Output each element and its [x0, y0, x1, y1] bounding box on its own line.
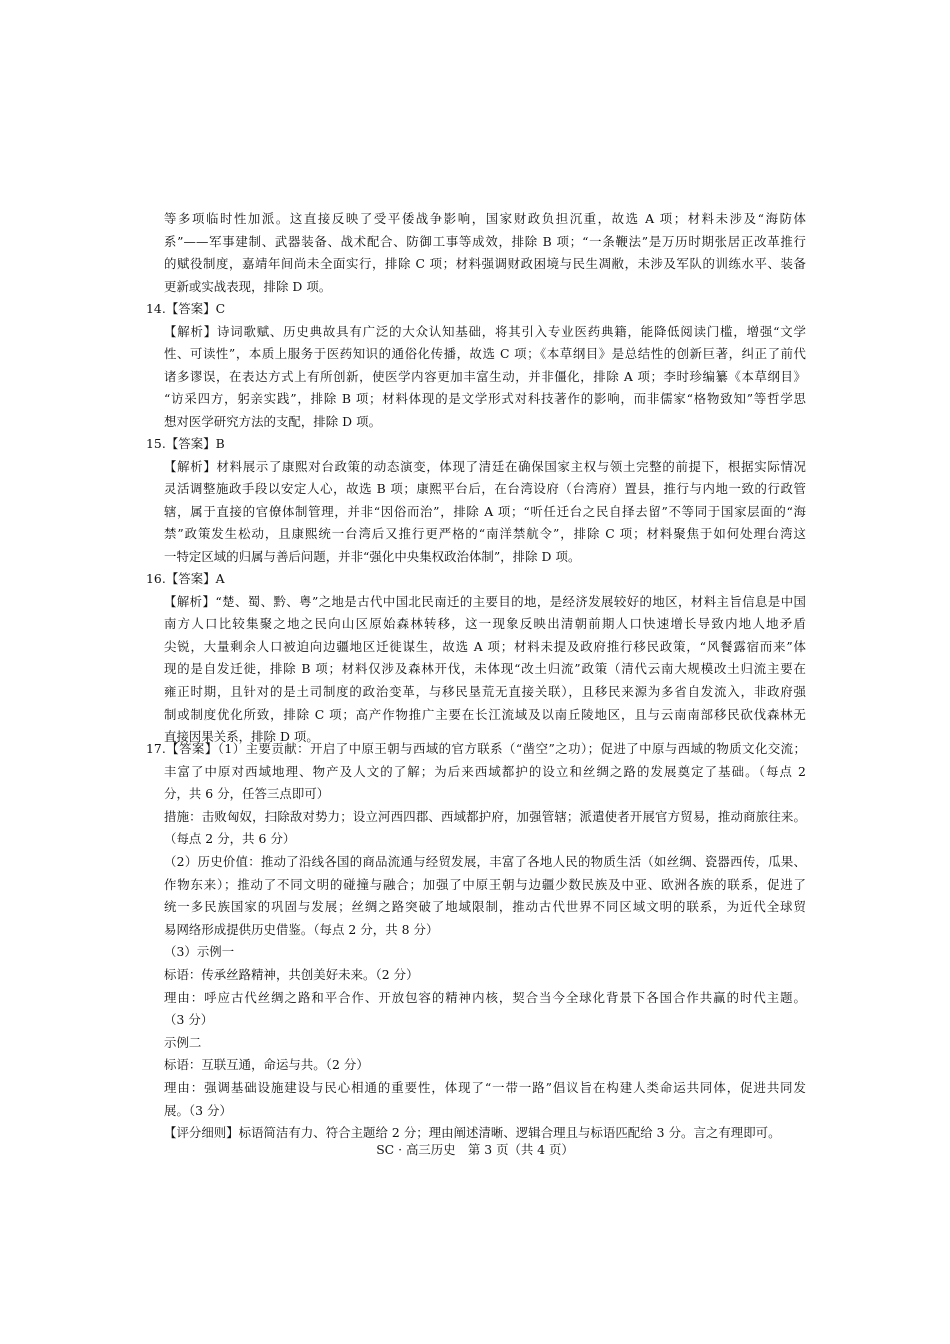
text-line: 系”——军事建制、武器装备、战术配合、防御工事等成效，排除 B 项；“一条鞭法”是万历时期张居正改革推行 — [164, 233, 806, 249]
text-line: 示例二 — [164, 1034, 202, 1050]
text-line: 措施：击败匈奴，扫除敌对势力；设立河西四郡、西域都护府，加强管辖；派遣使者开展官方贸易，推动商旅往来。 — [164, 808, 806, 824]
analysis-line: 一特定区域的归属与善后问题，并非“强化中央集权政治体制”，排除 D 项。 — [164, 548, 581, 564]
analysis-line: 【解析】“楚、蜀、黔、粤”之地是古代中国北民南迁的主要目的地，是经济发展较好的地区，材料主旨信息是中国 — [164, 593, 806, 609]
analysis-line: 想对医学研究方法的支配，排除 D 项。 — [164, 413, 382, 429]
question-17 — [146, 738, 806, 1145]
analysis-line: 雍正时期，且针对的是土司制度的政治变革，与移民垦荒无直接关联），且移民来源为多省自发流入，非政府强 — [164, 683, 806, 699]
text-line: 的赋役制度，嘉靖年间尚未全面实行，排除 C 项；材料强调财政困境与民生凋敝，未涉及军队的训练水平、装备 — [164, 256, 806, 272]
answer-line: 17.【答案】（1）主要贡献：开启了中原王朝与西域的官方联系（“凿空”之功）；促进了中原与西域的物质文化交流； — [146, 741, 806, 756]
text-line: （每点 2 分，共 6 分） — [164, 831, 296, 847]
analysis-line: 性、可读性”，本质上服务于医药知识的通俗化传播，故选 C 项；《本草纲目》是总结性的创新巨著，纠正了前代 — [164, 346, 806, 362]
text-line: 分，共 6 分，任答三点即可） — [164, 786, 330, 802]
analysis-line: 制或制度优化所致，排除 C 项；高产作物推广主要在长江流域及以南丘陵地区，且与云南南部移民砍伐森林无 — [164, 706, 806, 722]
answer-line: 15.【答案】B — [146, 436, 225, 451]
text-line: 易网络形成提供历史借鉴。（每点 2 分，共 8 分） — [164, 921, 439, 937]
text-line: 理由：呼应古代丝绸之路和平合作、开放包容的精神内核，契合当今全球化背景下各国合作共赢的时代主题。 — [164, 989, 806, 1005]
analysis-line: 现的是自发迁徙，排除 B 项；材料仅涉及森林开伐，未体现“改土归流”政策（清代云南大规模改土归流主要在 — [164, 661, 806, 677]
analysis-line: “访采四方，躬亲实践”，排除 B 项；材料体现的是文学形式对科技著作的影响，而非儒家“格物致知”等哲学思 — [164, 391, 806, 407]
text-line: 丰富了中原对西域地理、物产及人文的了解；为后来西域都护的设立和丝绸之路的发展奠定了基础。（每点 2 — [164, 763, 806, 779]
question-15 — [146, 433, 806, 569]
question-16 — [146, 568, 806, 749]
answer-line: 16.【答案】A — [146, 571, 225, 586]
analysis-line: 【解析】诗词歌赋、历史典故具有广泛的大众认知基础，将其引入专业医药典籍，能降低阅读门槛，增强“文学 — [164, 323, 806, 339]
page-footer: SC · 高三历史 第 3 页（共 4 页） — [376, 1142, 574, 1157]
answer-line: 14.【答案】C — [146, 301, 226, 316]
analysis-line: 灵活调整施政手段以安定人心，故选 B 项；康熙平台后，在台湾设府（台湾府）置县，推行与内地一致的行政管 — [164, 481, 806, 497]
text-line: 统一多民族国家的巩固与发展；丝绸之路突破了地域限制，推动古代世界不同区域文明的联系，为近代全球贸 — [164, 899, 806, 915]
analysis-line: 南方人口比较集聚之地之民向山区原始森林转移，这一现象反映出清朝前期人口快速增长导致内地人地矛盾 — [164, 616, 806, 632]
analysis-line: 禁”政策发生松动，且康熙统一台湾后又推行更严格的“南洋禁航令”，排除 C 项；材料聚焦于如何处理台湾这 — [164, 526, 806, 542]
text-line: 等多项临时性加派。这直接反映了受平倭战争影响，国家财政负担沉重，故选 A 项；材料未涉及“海防体 — [164, 211, 806, 226]
text-line: 更新或实战表现，排除 D 项。 — [164, 278, 332, 294]
analysis-line: 【解析】材料展示了康熙对台政策的动态演变，体现了清廷在确保国家主权与领土完整的前提下，根据实际情况 — [164, 458, 806, 474]
q13-continuation — [146, 208, 806, 298]
analysis-line: 尖锐，大量剩余人口被迫向边疆地区迁徙谋生，故选 A 项；材料未提及政府推行移民政策，“风餐露宿而来”体 — [164, 638, 806, 654]
text-line: 展。（3 分） — [164, 1102, 232, 1118]
analysis-line: 直接因果关系，排除 D 项。 — [164, 729, 319, 745]
analysis-line: 诸多谬误，在表达方式上有所创新，使医学内容更加丰富生动，并非僵化，排除 A 项；李时珍编纂《本草纲目》 — [164, 368, 806, 384]
text-line: 标语：互联互通，命运与共。（2 分） — [164, 1057, 369, 1073]
analysis-line: 辖，属于直接的官僚体制管理，并非“因俗而治”，排除 A 项；“听任迁台之民自择去留”不等同于国家层面的“海 — [164, 503, 806, 519]
text-line: （3）示例一 — [164, 944, 235, 960]
question-14 — [146, 298, 806, 434]
text-line: 标语：传承丝路精神，共创美好未来。（2 分） — [164, 966, 419, 982]
text-line: 作物东来）；推动了不同文明的碰撞与融合；加强了中原王朝与边疆少数民族及中亚、欧洲各族的联系，促进了 — [164, 876, 806, 892]
text-line: （3 分） — [164, 1012, 214, 1028]
text-line: （2）历史价值：推动了沿线各国的商品流通与经贸发展，丰富了各地人民的物质生活（如丝绸、瓷器西传，瓜果、 — [164, 853, 806, 869]
text-line: 理由：强调基础设施建设与民心相通的重要性，体现了“一带一路”倡议旨在构建人类命运共同体，促进共同发 — [164, 1079, 806, 1095]
scoring-rules-line: 【评分细则】标语简洁有力、符合主题给 2 分；理由阐述清晰、逻辑合理且与标语匹配给 3 分。言之有理即可。 — [164, 1125, 781, 1141]
